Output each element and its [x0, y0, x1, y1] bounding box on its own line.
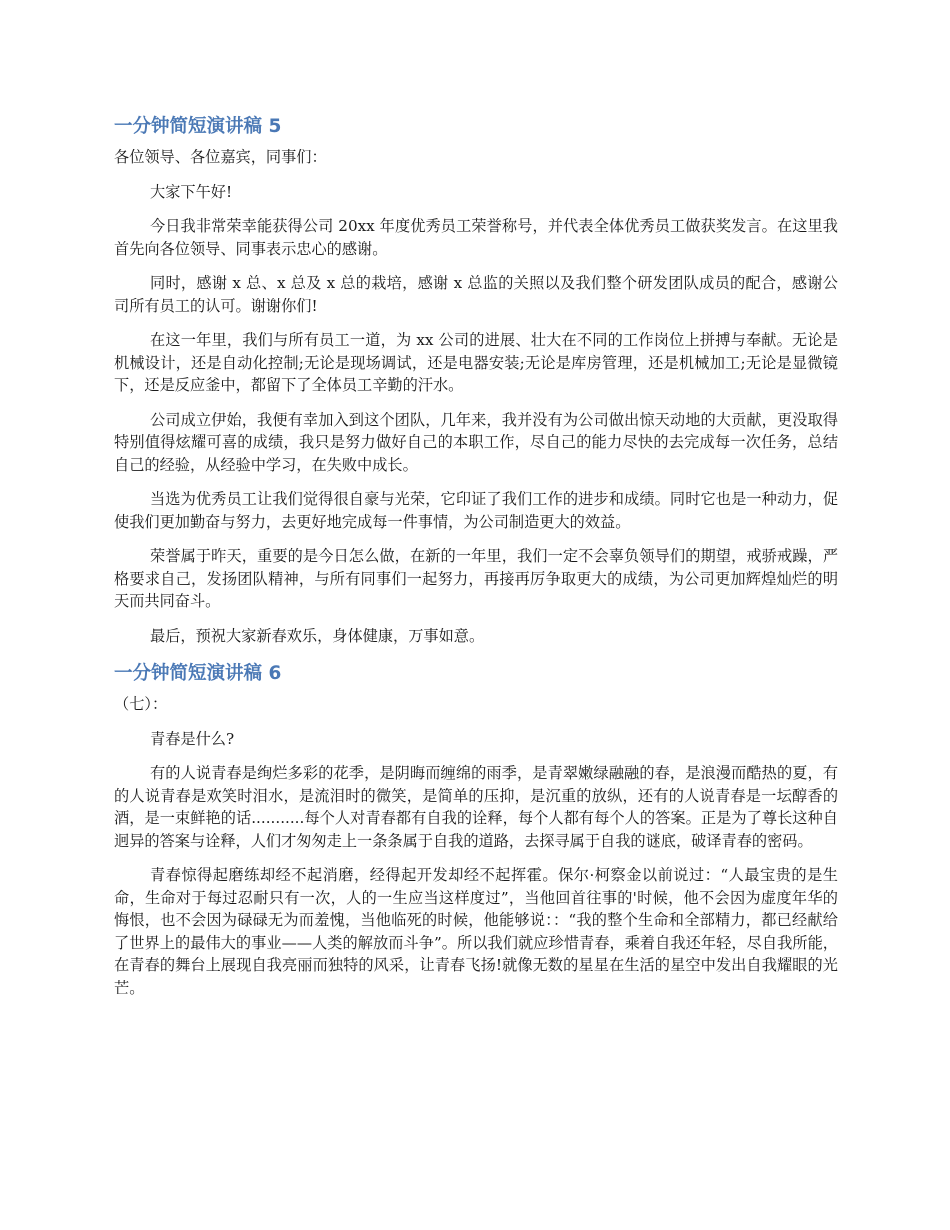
body-paragraph: 最后，预祝大家新春欢乐，身体健康，万事如意。: [150, 626, 485, 645]
body-paragraph: 公司成立伊始，我便有幸加入到这个团队，几年来，我并没有为公司做出惊天动地的大贡献，更没取得特别值得炫耀可喜的成绩，我只是努力做好自己的本职工作，尽自己的能力尽快的去完成每一次任务，总结自己的经验，从经验中学习，在失败中成长。: [114, 410, 838, 474]
body-paragraph: 同时，感谢 x 总、x 总及 x 总的栽培，感谢 x 总监的关照以及我们整个研发团队成员的配合，感谢公司所有员工的认可。谢谢你们!: [114, 274, 838, 315]
subtitle-paragraph: （七）：: [114, 695, 168, 713]
body-paragraph: 今日我非常荣幸能获得公司 20xx 年度优秀员工荣誉称号，并代表全体优秀员工做获奖发言。在这里我首先向各位领导、同事表示忠心的感谢。: [114, 217, 838, 258]
greeting-paragraph: 各位领导、各位嘉宾，同事们：: [114, 148, 327, 166]
body-paragraph: 大家下午好!: [150, 182, 233, 201]
section-heading: 一分钟简短演讲稿 5: [114, 116, 282, 137]
body-paragraph: 青春是什么?: [150, 729, 235, 748]
document-page: [114, 112, 838, 1011]
section-heading: 一分钟简短演讲稿 6: [114, 663, 282, 684]
body-paragraph: 荣誉属于昨天，重要的是今日怎么做，在新的一年里，我们一定不会辜负领导们的期望，戒骄戒躁，严格要求自己，发扬团队精神，与所有同事们一起努力，再接再厉争取更大的成绩，为公司更加辉煌灿烂的明天而共同奋斗。: [114, 547, 838, 610]
body-paragraph: 有的人说青春是绚烂多彩的花季，是阴晦而缠绵的雨季，是青翠嫩绿融融的春，是浪漫而酷热的夏，有的人说青春是欢笑时泪水，是流泪时的微笑，是简单的压抑，是沉重的放纵，还有的人说青春是一坛醇香的酒，是一束鲜艳的话...........每个人对青春都有自我的诠释，每个人都有每个人的答案。正是为了尊长这种自迥异的答案与诠释，人们才匆匆走上一条条属于自我的道路，去探寻属于自我的谜底，破译青春的密码。: [114, 764, 838, 850]
body-paragraph: 青春惊得起磨练却经不起消磨，经得起开发却经不起挥霍。保尔·柯察金以前说过：“人最宝贵的是生命，生命对于每过忍耐只有一次，人的一生应当这样度过”，当他回首往事的'时候，他不会因为虚度年华的悔恨，也不会因为碌碌无为而羞愧，当他临死的时候，他能够说：：“我的整个生命和全部精力，都已经献给了世界上的最伟大的事业——人类的解放而斗争”。所以我们就应珍惜青春，乘着自我还年轻，尽自我所能，在青春的舞台上展现自我亮丽而独特的风采，让青春飞扬!就像无数的星星在生活的星空中发出自我耀眼的光芒。: [114, 866, 838, 997]
body-paragraph: 在这一年里，我们与所有员工一道，为 xx 公司的进展、壮大在不同的工作岗位上拼搏与奉献。无论是机械设计，还是自动化控制;无论是现场调试，还是电器安装;无论是库房管理，还是机械加工;无论是显微镜下，还是反应釜中，都留下了全体员工辛勤的汗水。: [114, 331, 838, 394]
body-paragraph: 当选为优秀员工让我们觉得很自豪与光荣，它印证了我们工作的进步和成绩。同时它也是一种动力，促使我们更加勤奋与努力，去更好地完成每一件事情，为公司制造更大的效益。: [114, 490, 838, 531]
